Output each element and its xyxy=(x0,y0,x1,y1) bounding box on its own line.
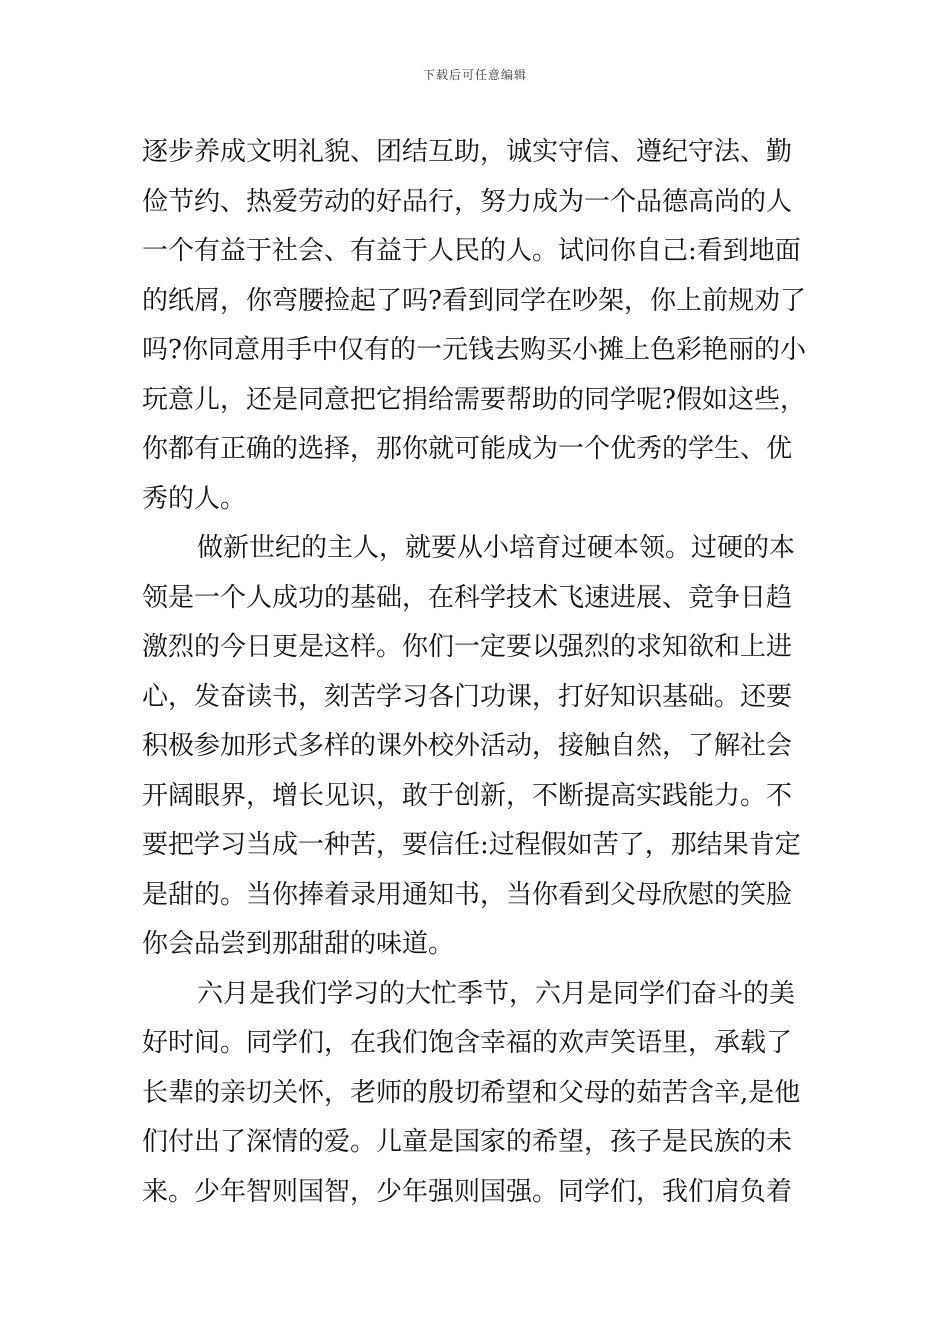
text-line: 们付出了深情的爱。儿童是国家的希望，孩子是民族的未 xyxy=(142,1127,793,1157)
text-line: 秀的人。 xyxy=(142,483,247,514)
text-line: 俭节约、热爱劳动的好品行，努力成为一个品德高尚的人 xyxy=(142,186,793,217)
text-line: 长辈的亲切关怀，老师的殷切希望和父母的茹苦含辛,是他 xyxy=(142,1077,801,1108)
text-line: 是甜的。当你捧着录用通知书，当你看到父母欣慰的笑脸 xyxy=(142,879,793,910)
text-line: 吗?你同意用手中仅有的一元钱去购买小摊上色彩艳丽的小 xyxy=(142,335,806,365)
text-line: 一个有益于社会、有益于人民的人。试问你自己:看到地面 xyxy=(142,236,801,266)
text-line: 逐步养成文明礼貌、团结互助，诚实守信、遵纪守法、勤 xyxy=(142,137,793,167)
text-line: 心，发奋读书，刻苦学习各门功课，打好知识基础。还要 xyxy=(142,681,793,712)
text-line: 激烈的今日更是这样。你们一定要以强烈的求知欲和上进 xyxy=(142,632,793,662)
text-line: 积极参加形式多样的课外校外活动，接触自然，了解社会 xyxy=(142,731,793,761)
text-line: 来。少年智则国智，少年强则国强。同学们，我们肩负着 xyxy=(142,1176,793,1207)
text-line: 你会品尝到那甜甜的味道。 xyxy=(142,929,455,959)
text-line: 要把学习当成一种苦，要信任:过程假如苦了，那结果肯定 xyxy=(142,830,801,860)
text-line: 开阔眼界，增长见识，敢于创新，不断提高实践能力。不 xyxy=(142,780,793,811)
page-header-note: 下载后可任意编辑 xyxy=(422,68,527,82)
text-line: 你都有正确的选择，那你就可能成为一个优秀的学生、优 xyxy=(142,434,793,464)
text-line: 领是一个人成功的基础，在科学技术飞速进展、竞争日趋 xyxy=(142,582,793,613)
text-line: 的纸屑，你弯腰捡起了吗?看到同学在吵架，你上前规劝了 xyxy=(142,285,806,316)
text-line: 好时间。同学们，在我们饱含幸福的欢声笑语里，承载了 xyxy=(142,1028,793,1058)
document-body xyxy=(142,128,808,1217)
paragraph-first-line: 做新世纪的主人，就要从小培育过硬本领。过硬的本 xyxy=(197,533,796,563)
paragraph-first-line: 六月是我们学习的大忙季节，六月是同学们奋斗的美 xyxy=(197,978,796,1009)
text-line: 玩意儿，还是同意把它捐给需要帮助的同学呢?假如这些， xyxy=(142,384,806,415)
